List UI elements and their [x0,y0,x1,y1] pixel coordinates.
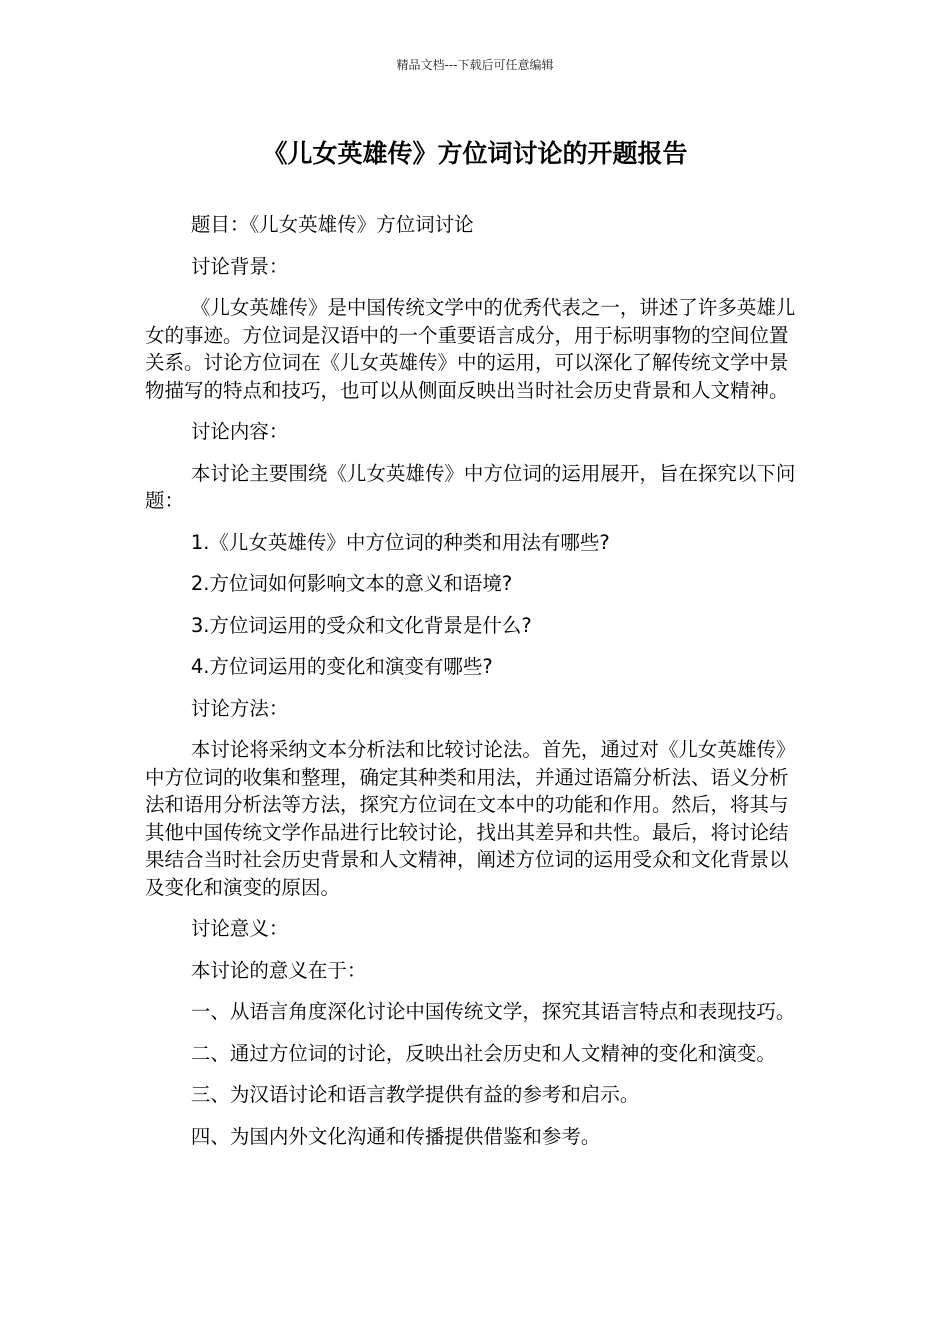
heading-content: 讨论内容： [190,420,289,443]
significance-item-1: 一、从语言角度深化讨论中国传统文学，探究其语言特点和表现技巧。 [190,1000,796,1023]
paragraph-background: 《儿女英雄传》是中国传统文学中的优秀代表之一，讲述了许多英雄儿女的事迹。方位词是汉语中的一个重要语言成分，用于标明事物的空间位置关系。讨论方位词在《儿女英雄传》中的运用，可以深化了解传统文学中景物描写的特点和技巧，也可以从侧面反映出当时社会历史背景和人文精神。 [145,296,796,402]
significance-item-3: 三、为汉语讨论和语言教学提供有益的参考和启示。 [190,1083,640,1106]
question-item-2: 2.方位词如何影响文本的意义和语境? [190,572,513,595]
heading-background: 讨论背景： [190,254,289,278]
paragraph-method: 本讨论将采纳文本分析法和比较讨论法。首先，通过对《儿女英雄传》中方位词的收集和整理，确定其种类和用法，并通过语篇分析法、语义分析法和语用分析法等方法，探究方位词在文本中的功能和作用。然后，将其与其他中国传统文学作品进行比较讨论，找出其差异和共性。最后，将讨论结果结合当时社会历史背景和人文精神，阐述方位词的运用受众和文化背景以及变化和演变的原因。 [145,738,796,899]
document-body [145,211,805,1164]
paragraph-content-intro: 本讨论主要围绕《儿女英雄传》中方位词的运用展开，旨在探究以下问题： [145,461,796,512]
paragraph-topic: 题目：《儿女英雄传》方位词讨论 [190,213,474,236]
question-item-3: 3.方位词运用的受众和文化背景是什么? [190,613,532,637]
heading-method: 讨论方法： [190,696,289,720]
significance-item-2: 二、通过方位词的讨论，反映出社会历史和人文精神的变化和演变。 [190,1041,776,1065]
document-title: 《儿女英雄传》方位词讨论的开题报告 [262,139,688,168]
header-note: 精品文档---下载后可任意编辑 [396,58,554,72]
question-item-4: 4.方位词运用的变化和演变有哪些? [190,655,493,678]
paragraph-significance-intro: 本讨论的意义在于： [190,958,367,982]
significance-item-4: 四、为国内外文化沟通和传播提供借鉴和参考。 [190,1124,601,1148]
question-item-1: 1.《儿女英雄传》中方位词的种类和用法有哪些? [190,530,610,554]
heading-significance: 讨论意义： [190,917,289,940]
